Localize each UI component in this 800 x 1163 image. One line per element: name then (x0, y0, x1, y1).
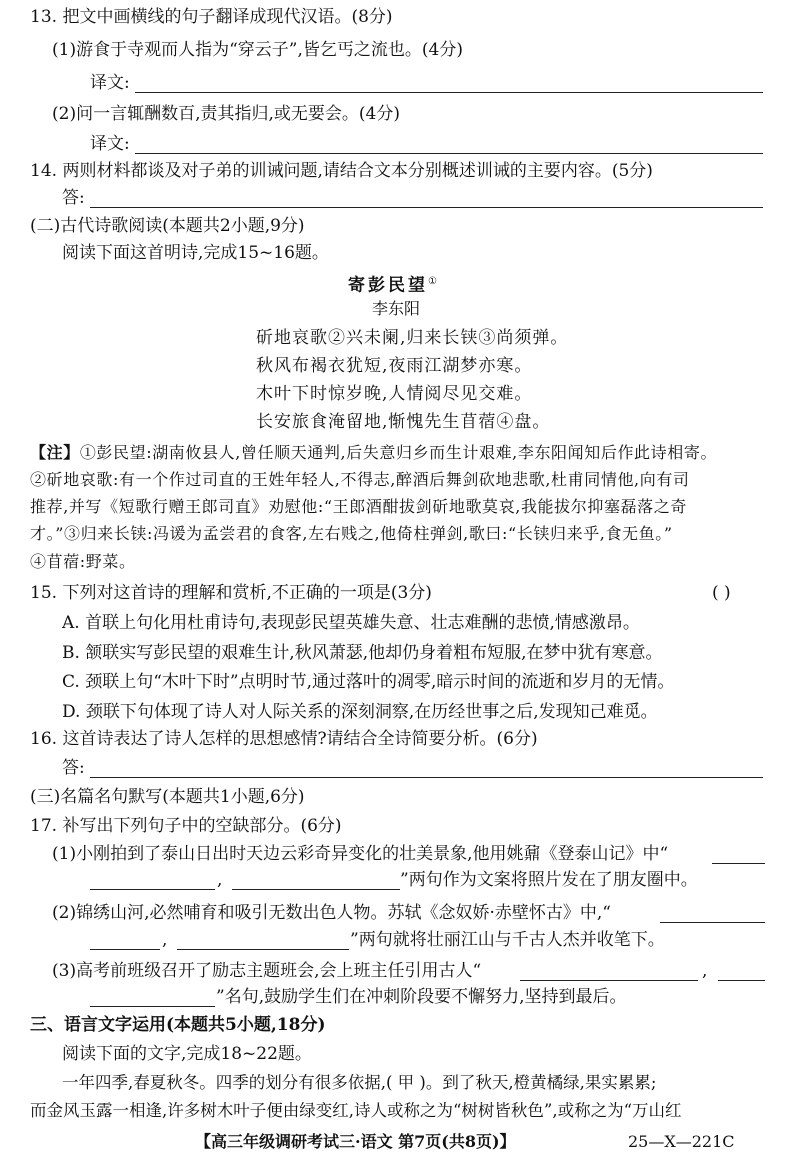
q13-sub2: (2)问一言辄酬数百,责其指归,或无要会。(4分) (52, 104, 400, 124)
q15-option-c: C. 颈联上句“木叶下时”点明时节,通过落叶的凋零,暗示时间的流逝和岁月的无情。 (62, 672, 675, 692)
section-language-instruction: 阅读下面的文字,完成18~22题。 (62, 1044, 312, 1064)
q17-s3-blank-2-cont[interactable] (90, 1006, 215, 1007)
q14-stem: 14. 两则材料都谈及对子弟的训诫问题,请结合文本分别概述训诫的主要内容。(5分) (30, 161, 653, 181)
q17-s1-blank-1-cont[interactable] (90, 889, 215, 890)
poem-line-1: 斫地哀歌②兴未阑,归来长铗③尚须弹。 (256, 328, 569, 348)
q17-s2-text-b: ”两句就将壮丽江山与千古人杰并收笔下。 (350, 930, 665, 950)
q17-s1-comma: , (217, 870, 223, 890)
poem-line-4: 长安旅食淹留地,惭愧先生苜蓿④盘。 (256, 412, 551, 432)
q17-s3-blank-2[interactable] (718, 980, 765, 981)
section-recitation-title: (三)名篇名句默写(本题共1小题,6分) (30, 787, 305, 807)
footer-code: 25—X—221C (628, 1132, 735, 1151)
q15-answer-bracket[interactable]: ( ) (712, 583, 731, 603)
poem-title: 寄彭民望① (348, 275, 440, 296)
q13-answer-line-2[interactable] (135, 153, 763, 154)
q14-answer-label: 答: (62, 188, 85, 208)
q15-option-b: B. 颔联实写彭民望的艰难生计,秋风萧瑟,他却仍身着粗布短服,在梦中犹有寒意。 (62, 643, 663, 663)
q17-s2-blank-1[interactable] (660, 922, 765, 923)
q13-stem: 13. 把文中画横线的句子翻译成现代汉语。(8分) (30, 7, 393, 27)
q14-answer-line[interactable] (90, 207, 763, 208)
q17-s3-comma: , (702, 961, 708, 981)
section-language-title: 三、语言文字运用(本题共5小题,18分) (30, 1015, 326, 1035)
q13-answer-label-2: 译文: (90, 134, 130, 154)
q17-s1-blank-1[interactable] (712, 863, 765, 864)
q17-s3-text-a: (3)高考前班级召开了励志主题班会,会上班主任引用古人“ (52, 961, 482, 981)
q16-answer-label: 答: (62, 758, 85, 778)
q17-s1-text-a: (1)小刚拍到了泰山日出时天边云彩奇异变化的壮美景象,他用姚鼐《登泰山记》中“ (52, 844, 669, 864)
q17-stem: 17. 补写出下列句子中的空缺部分。(6分) (30, 816, 342, 836)
poem-line-3: 木叶下时惊岁晚,人情阅尽见交难。 (256, 384, 533, 404)
section-poetry-title: (二)古代诗歌阅读(本题共2小题,9分) (30, 216, 305, 236)
notes-line-1: 【注】①彭民望:湖南攸县人,曾任顺天通判,后失意归乡而生计艰难,李东阳闻知后作此诗相寄。 (30, 443, 718, 462)
q17-s3-blank-1[interactable] (520, 980, 698, 981)
q17-s2-comma: , (162, 930, 168, 950)
notes-line-3: 推荐,并写《短歌行赠王郎司直》劝慰他:“王郎酒酣拔剑斫地歌莫哀,我能拔尔抑塞磊落之奇 (30, 497, 687, 516)
q15-stem: 15. 下列对这首诗的理解和赏析,不正确的一项是(3分) (30, 583, 432, 603)
notes-label: 【注】 (30, 443, 80, 462)
q17-s2-text-a: (2)锦绣山河,必然哺育和吸引无数出色人物。苏轼《念奴娇·赤壁怀古》中,“ (52, 903, 611, 923)
q17-s2-blank-1-cont[interactable] (90, 949, 160, 950)
q16-answer-line[interactable] (90, 777, 763, 778)
notes-line-4: 才。”③归来长铗:冯谖为孟尝君的食客,左右贱之,他倚柱弹剑,歌曰:“长铗归来乎,食无鱼。” (30, 524, 673, 543)
language-paragraph-line-2: 而金风玉露一相逢,许多树木叶子便由绿变红,诗人或称之为“树树皆秋色”,或称之为“万山红 (30, 1101, 682, 1120)
q17-s3-text-b: ”名句,鼓励学生们在冲刺阶段要不懈努力,坚持到最后。 (216, 987, 627, 1007)
notes-line-2: ②斫地哀歌:有一个作过司直的王姓年轻人,不得志,醉酒后舞剑砍地悲歌,杜甫同情他,向有司 (30, 470, 690, 489)
q13-answer-label-1: 译文: (90, 73, 130, 93)
q17-s1-text-b: ”两句作为文案将照片发在了朋友圈中。 (400, 870, 698, 890)
q13-sub1: (1)游食于寺观而人指为“穿云子”,皆乞丐之流也。(4分) (52, 40, 463, 60)
q15-option-a: A. 首联上句化用杜甫诗句,表现彭民望英雄失意、壮志难酬的悲愤,情感激昂。 (62, 613, 640, 633)
notes-line-5: ④苜蓿:野菜。 (30, 552, 136, 571)
q17-s1-blank-2[interactable] (232, 889, 400, 890)
poem-author: 李东阳 (372, 299, 421, 318)
q17-s2-blank-2[interactable] (177, 949, 349, 950)
q15-option-d: D. 颈联下句体现了诗人对人际关系的深刻洞察,在历经世事之后,发现知己难觅。 (62, 702, 658, 722)
poem-line-2: 秋风布褐衣犹短,夜雨江湖梦亦寒。 (256, 356, 533, 376)
language-paragraph-line-1: 一年四季,春夏秋冬。四季的划分有很多依据,( 甲 )。到了秋天,橙黄橘绿,果实累累; (62, 1073, 657, 1092)
section-poetry-instruction: 阅读下面这首明诗,完成15~16题。 (62, 243, 329, 263)
q13-answer-line-1[interactable] (135, 92, 763, 93)
q16-stem: 16. 这首诗表达了诗人怎样的思想感情?请结合全诗简要分析。(6分) (30, 729, 538, 749)
footer-page-info: 【高三年级调研考试三·语文 第7页(共8页)】 (195, 1132, 516, 1151)
